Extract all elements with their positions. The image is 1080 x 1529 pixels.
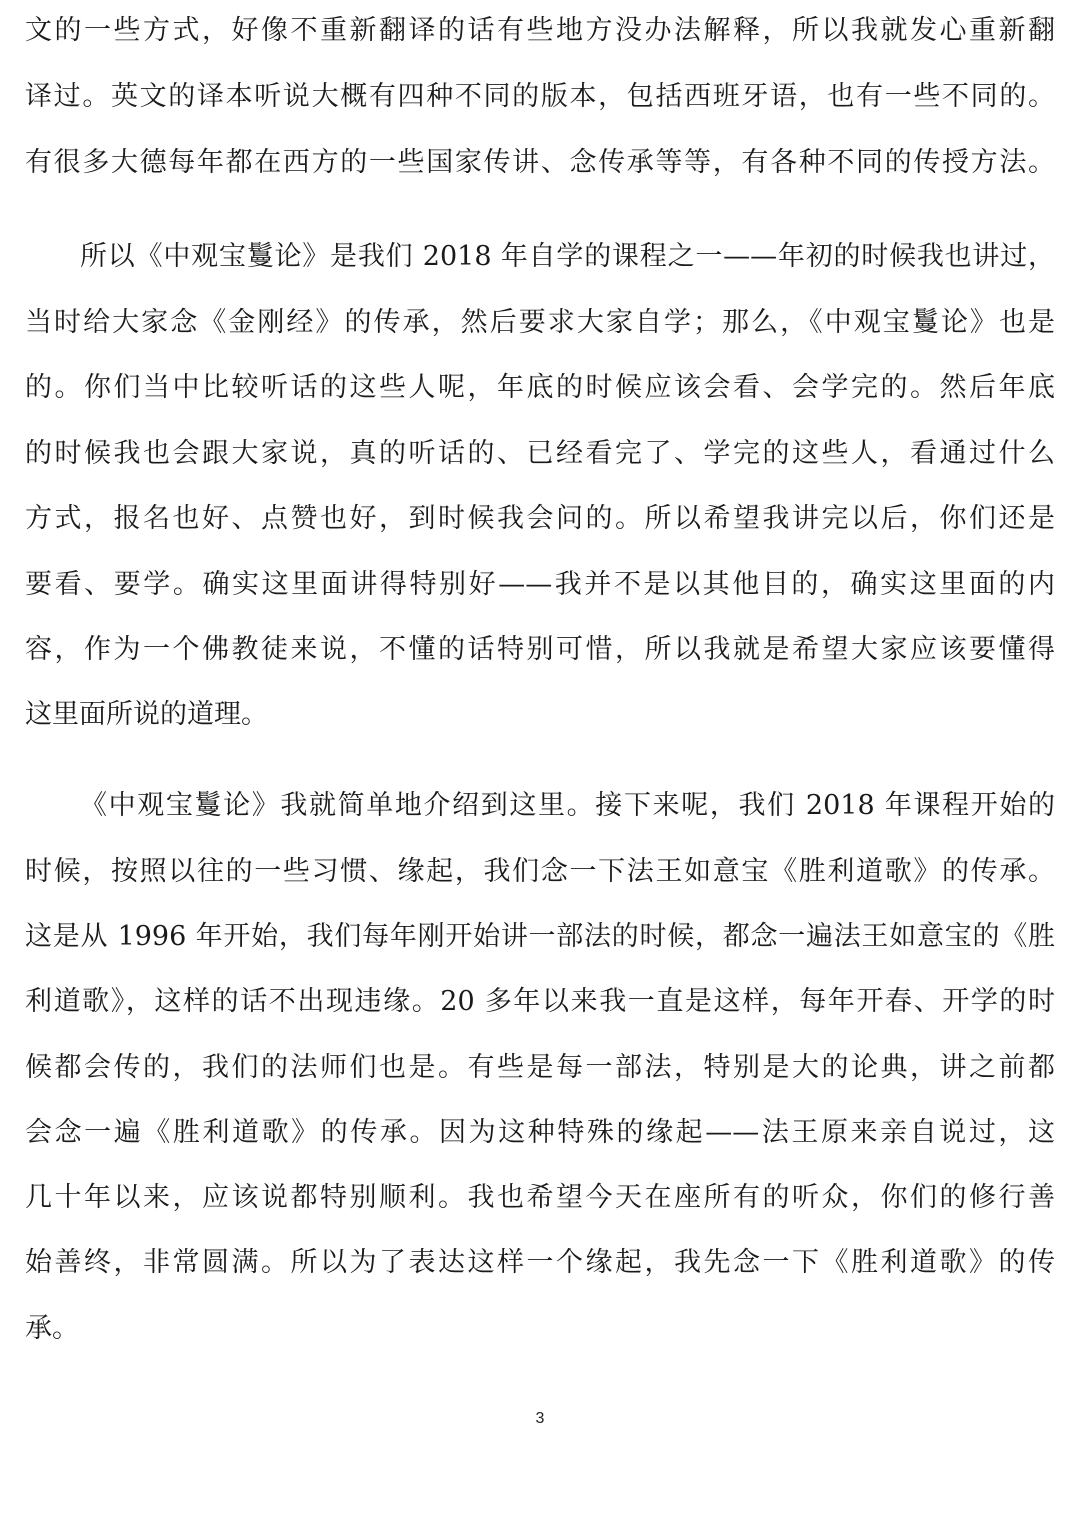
text-line: 所以《中观宝鬘论》是我们 2018 年自学的课程之一——年初的时候我也讲过， bbox=[80, 241, 1055, 272]
text-line: 承。 bbox=[25, 1313, 79, 1344]
text-line: 译过。英文的译本听说大概有四种不同的版本，包括西班牙语，也有一些不同的。 bbox=[25, 81, 1055, 112]
text-line: 这里面所说的道理。 bbox=[25, 699, 268, 730]
text-line: 有很多大德每年都在西方的一些国家传讲、念传承等等，有各种不同的传授方法。 bbox=[25, 147, 1055, 178]
text-line: 容，作为一个佛教徒来说，不懂的话特别可惜，所以我就是希望大家应该要懂得 bbox=[25, 634, 1055, 665]
text-line: 的。你们当中比较听话的这些人呢，年底的时候应该会看、会学完的。然后年底 bbox=[25, 372, 1055, 403]
text-line: 几十年以来，应该说都特别顺利。我也希望今天在座所有的听众，你们的修行善 bbox=[25, 1182, 1055, 1213]
text-line: 这是从 1996 年开始，我们每年刚开始讲一部法的时候，都念一遍法王如意宝的《胜 bbox=[25, 921, 1055, 952]
text-line: 会念一遍《胜利道歌》的传承。因为这种特殊的缘起——法王原来亲自说过，这 bbox=[25, 1117, 1055, 1148]
text-line: 时候，按照以往的一些习惯、缘起，我们念一下法王如意宝《胜利道歌》的传承。 bbox=[25, 856, 1055, 887]
text-line: 的时候我也会跟大家说，真的听话的、已经看完了、学完的这些人，看通过什么 bbox=[25, 438, 1055, 469]
text-line: 候都会传的，我们的法师们也是。有些是每一部法，特别是大的论典，讲之前都 bbox=[25, 1052, 1055, 1083]
text-line: 方式，报名也好、点赞也好，到时候我会问的。所以希望我讲完以后，你们还是 bbox=[25, 503, 1055, 534]
text-line: 要看、要学。确实这里面讲得特别好——我并不是以其他目的，确实这里面的内 bbox=[25, 569, 1055, 600]
page-number: 3 bbox=[535, 1410, 545, 1427]
text-line: 始善终，非常圆满。所以为了表达这样一个缘起，我先念一下《胜利道歌》的传 bbox=[25, 1247, 1055, 1278]
text-line: 当时给大家念《金刚经》的传承，然后要求大家自学；那么，《中观宝鬘论》也是 bbox=[25, 307, 1055, 338]
text-line: 《中观宝鬘论》我就简单地介绍到这里。接下来呢，我们 2018 年课程开始的 bbox=[80, 790, 1055, 821]
text-line: 文的一些方式，好像不重新翻译的话有些地方没办法解释，所以我就发心重新翻 bbox=[25, 15, 1055, 46]
text-line: 利道歌》，这样的话不出现违缘。20 多年以来我一直是这样，每年开春、开学的时 bbox=[25, 986, 1055, 1017]
